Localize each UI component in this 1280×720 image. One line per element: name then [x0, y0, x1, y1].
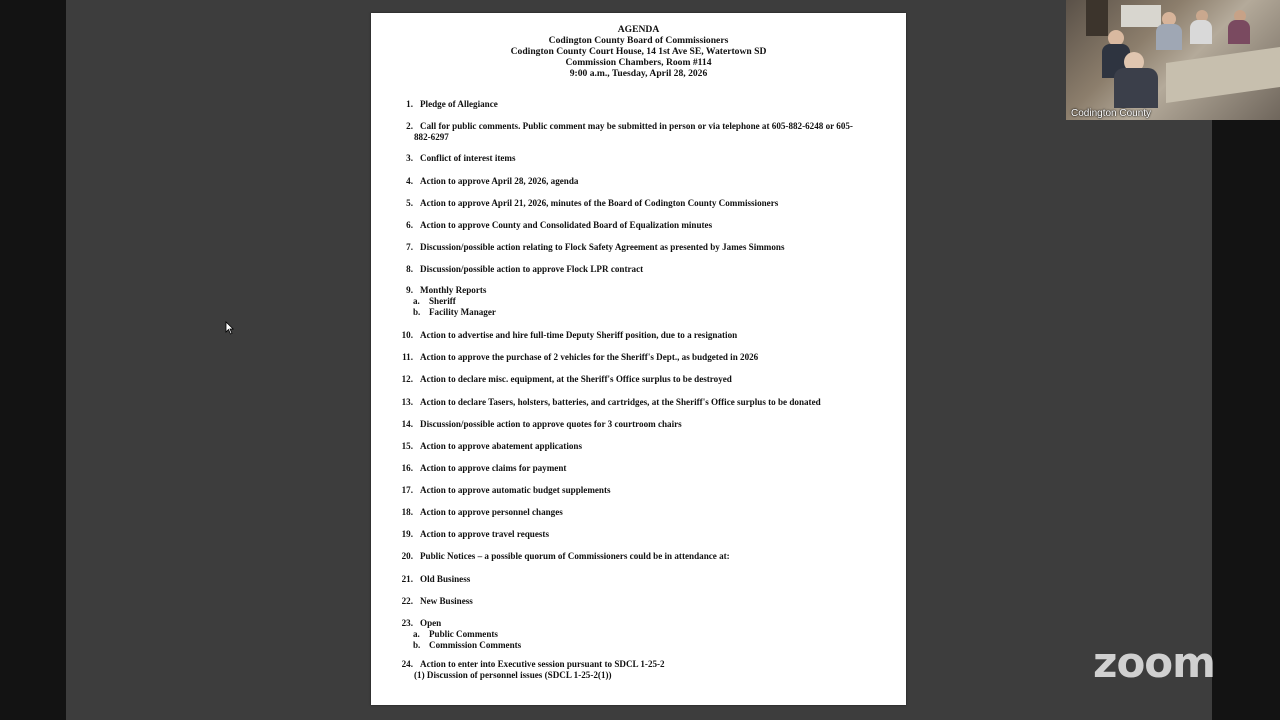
wall-cabinet: [1086, 0, 1108, 36]
agenda-item-number: 14.: [401, 419, 413, 429]
agenda-item: [399, 198, 879, 209]
agenda-item-line: [399, 419, 879, 430]
agenda-item-text: Monthly Reports: [420, 285, 487, 295]
agenda-item-line: [399, 330, 879, 341]
agenda-item-number: 21.: [401, 574, 413, 584]
agenda-item: [399, 596, 879, 607]
agenda-item-number: 8.: [406, 264, 413, 274]
agenda-subitem: [399, 307, 879, 318]
agenda-item-line: [399, 121, 879, 132]
agenda-subitem: [399, 629, 879, 640]
agenda-item-number: 3.: [406, 153, 413, 163]
agenda-item: [399, 397, 879, 408]
header-line: Codington County Court House, 14 1st Ave SE, Watertown SD: [510, 46, 767, 57]
agenda-item-text: Public Notices – a possible quorum of Commissioners could be in attendance at:: [420, 551, 730, 561]
agenda-item-text: Action to approve claims for payment: [420, 463, 567, 473]
agenda-item: [399, 659, 879, 681]
agenda-item-line: [399, 220, 879, 231]
agenda-item-number: 2.: [406, 121, 413, 131]
agenda-subitem-letter: b.: [413, 639, 421, 650]
agenda-item-number: 20.: [401, 551, 413, 561]
agenda-item: [399, 352, 879, 363]
agenda-subitem-text: Facility Manager: [429, 306, 496, 317]
agenda-item-number: 7.: [406, 242, 413, 252]
agenda-item-line: [399, 397, 879, 408]
agenda-item-text: Action to enter into Executive session pursuant to SDCL 1-25-2: [420, 659, 665, 669]
agenda-item: [399, 285, 879, 317]
agenda-item-text: Action to approve County and Consolidated Board of Equalization minutes: [420, 220, 713, 230]
agenda-item: [399, 220, 879, 231]
agenda-item-line: [399, 618, 879, 629]
person-body: [1190, 20, 1212, 44]
agenda-item: [399, 121, 879, 143]
header-line: Codington County Board of Commissioners: [548, 35, 729, 46]
participant-name: Codington County: [1071, 108, 1152, 119]
agenda-item: [399, 374, 879, 385]
agenda-subitem-text: Sheriff: [429, 295, 456, 306]
agenda-item: [399, 330, 879, 341]
agenda-subitem: [399, 640, 879, 651]
agenda-item-text: Action to approve travel requests: [420, 529, 549, 539]
agenda-item-line: [399, 99, 879, 110]
wall-screen: [1121, 5, 1161, 27]
agenda-item-line: [399, 596, 879, 607]
zoom-logo: [1093, 641, 1233, 685]
agenda-item-text: Action to approve automatic budget supplements: [420, 485, 611, 495]
agenda-item-line: [399, 485, 879, 496]
agenda-item-number: 1.: [406, 99, 413, 109]
agenda-item-text: Action to declare misc. equipment, at the Sheriff's Office surplus to be destroyed: [420, 374, 732, 384]
agenda-item-text: Conflict of interest items: [420, 153, 516, 163]
agenda-item: [399, 507, 879, 518]
agenda-subitem-letter: b.: [413, 306, 421, 317]
meeting-table: [1166, 47, 1280, 103]
agenda-item-line: [399, 285, 879, 296]
agenda-item-line: [399, 176, 879, 187]
agenda-item-continuation: 882-6297: [414, 131, 449, 142]
agenda-item-number: 22.: [401, 596, 413, 606]
agenda-item-number: 12.: [401, 374, 413, 384]
agenda-item-text: Action to approve personnel changes: [420, 507, 563, 517]
header-line: Commission Chambers, Room #114: [565, 57, 712, 68]
agenda-item-number: 13.: [401, 397, 413, 407]
agenda-subitem-text: Public Comments: [429, 628, 498, 639]
agenda-item-text: Discussion/possible action to approve Flock LPR contract: [420, 264, 644, 274]
agenda-item-line: [399, 574, 879, 585]
agenda-item-text: Action to approve April 28, 2026, agenda: [420, 176, 579, 186]
agenda-item-text: Discussion/possible action to approve quotes for 3 courtroom chairs: [420, 419, 682, 429]
agenda-subitem-text: Commission Comments: [429, 639, 522, 650]
agenda-subitem-letter: a.: [413, 295, 420, 306]
agenda-item-number: 4.: [406, 176, 413, 186]
person-body: [1156, 24, 1182, 50]
person-body: [1114, 68, 1158, 108]
agenda-item-text: Call for public comments. Public comment may be submitted in person or via telephone at 605-882-6248 or 605-: [420, 121, 853, 131]
agenda-item-number: 6.: [406, 220, 413, 230]
participant-video-tile[interactable]: [1066, 0, 1280, 120]
agenda-item-number: 24.: [401, 659, 413, 669]
agenda-title: AGENDA: [617, 24, 660, 35]
agenda-item-line: [399, 441, 879, 452]
agenda-item: [399, 176, 879, 187]
agenda-item-number: 23.: [401, 618, 413, 628]
agenda-subitem-letter: a.: [413, 628, 420, 639]
agenda-item-text: Action to approve April 21, 2026, minutes of the Board of Codington County Commissioners: [420, 198, 779, 208]
agenda-item: [399, 551, 879, 562]
agenda-item-number: 16.: [401, 463, 413, 473]
agenda-item: [399, 529, 879, 540]
agenda-item-text: Old Business: [420, 574, 471, 584]
agenda-item: [399, 574, 879, 585]
agenda-item-line: [399, 507, 879, 518]
agenda-item-text: Open: [420, 618, 442, 628]
header-line: 9:00 a.m., Tuesday, April 28, 2026: [569, 68, 708, 79]
agenda-item-line: [399, 374, 879, 385]
agenda-item-number: 11.: [402, 352, 413, 362]
agenda-item: [399, 419, 879, 430]
agenda-item-text: Discussion/possible action relating to Flock Safety Agreement as presented by James Simmons: [420, 242, 785, 252]
agenda-item-number: 18.: [401, 507, 413, 517]
agenda-item-text: Action to approve the purchase of 2 vehicles for the Sheriff's Dept., as budgeted in 2026: [420, 352, 759, 362]
agenda-item-line: [399, 551, 879, 562]
agenda-header: [371, 24, 906, 79]
agenda-item: [399, 264, 879, 275]
agenda-item-line: [399, 659, 879, 670]
agenda-item-line: [399, 529, 879, 540]
agenda-item: [399, 153, 879, 164]
agenda-item-continuation: (1) Discussion of personnel issues (SDCL 1-25-2(1)): [414, 669, 612, 680]
agenda-item: [399, 485, 879, 496]
agenda-item-line: [399, 153, 879, 164]
agenda-subitem: [399, 296, 879, 307]
agenda-item: [399, 441, 879, 452]
agenda-item-number: 15.: [401, 441, 413, 451]
agenda-item: [399, 242, 879, 253]
mouse-cursor-icon: [225, 321, 234, 340]
agenda-item-number: 10.: [401, 330, 413, 340]
agenda-item-text: Pledge of Allegiance: [420, 99, 498, 109]
agenda-item-number: 9.: [406, 285, 413, 295]
agenda-item: [399, 463, 879, 474]
agenda-item-text: Action to advertise and hire full-time Deputy Sheriff position, due to a resignation: [420, 330, 738, 340]
agenda-item-number: 19.: [401, 529, 413, 539]
agenda-item-text: New Business: [420, 596, 473, 606]
agenda-item-line: [399, 198, 879, 209]
agenda-item: [399, 618, 879, 650]
agenda-item-number: 17.: [401, 485, 413, 495]
zoom-logo-text: zoom: [1093, 641, 1215, 685]
agenda-item-line: [399, 242, 879, 253]
agenda-item: [399, 99, 879, 110]
agenda-item-line: [399, 463, 879, 474]
agenda-item-text: Action to approve abatement applications: [420, 441, 583, 451]
agenda-document: [371, 13, 906, 705]
agenda-item-number: 5.: [406, 198, 413, 208]
agenda-item-line: [399, 352, 879, 363]
agenda-item-text: Action to declare Tasers, holsters, batteries, and cartridges, at the Sheriff's Office surplus to be donated: [420, 397, 821, 407]
person-body: [1228, 20, 1250, 44]
agenda-item-line: [399, 264, 879, 275]
